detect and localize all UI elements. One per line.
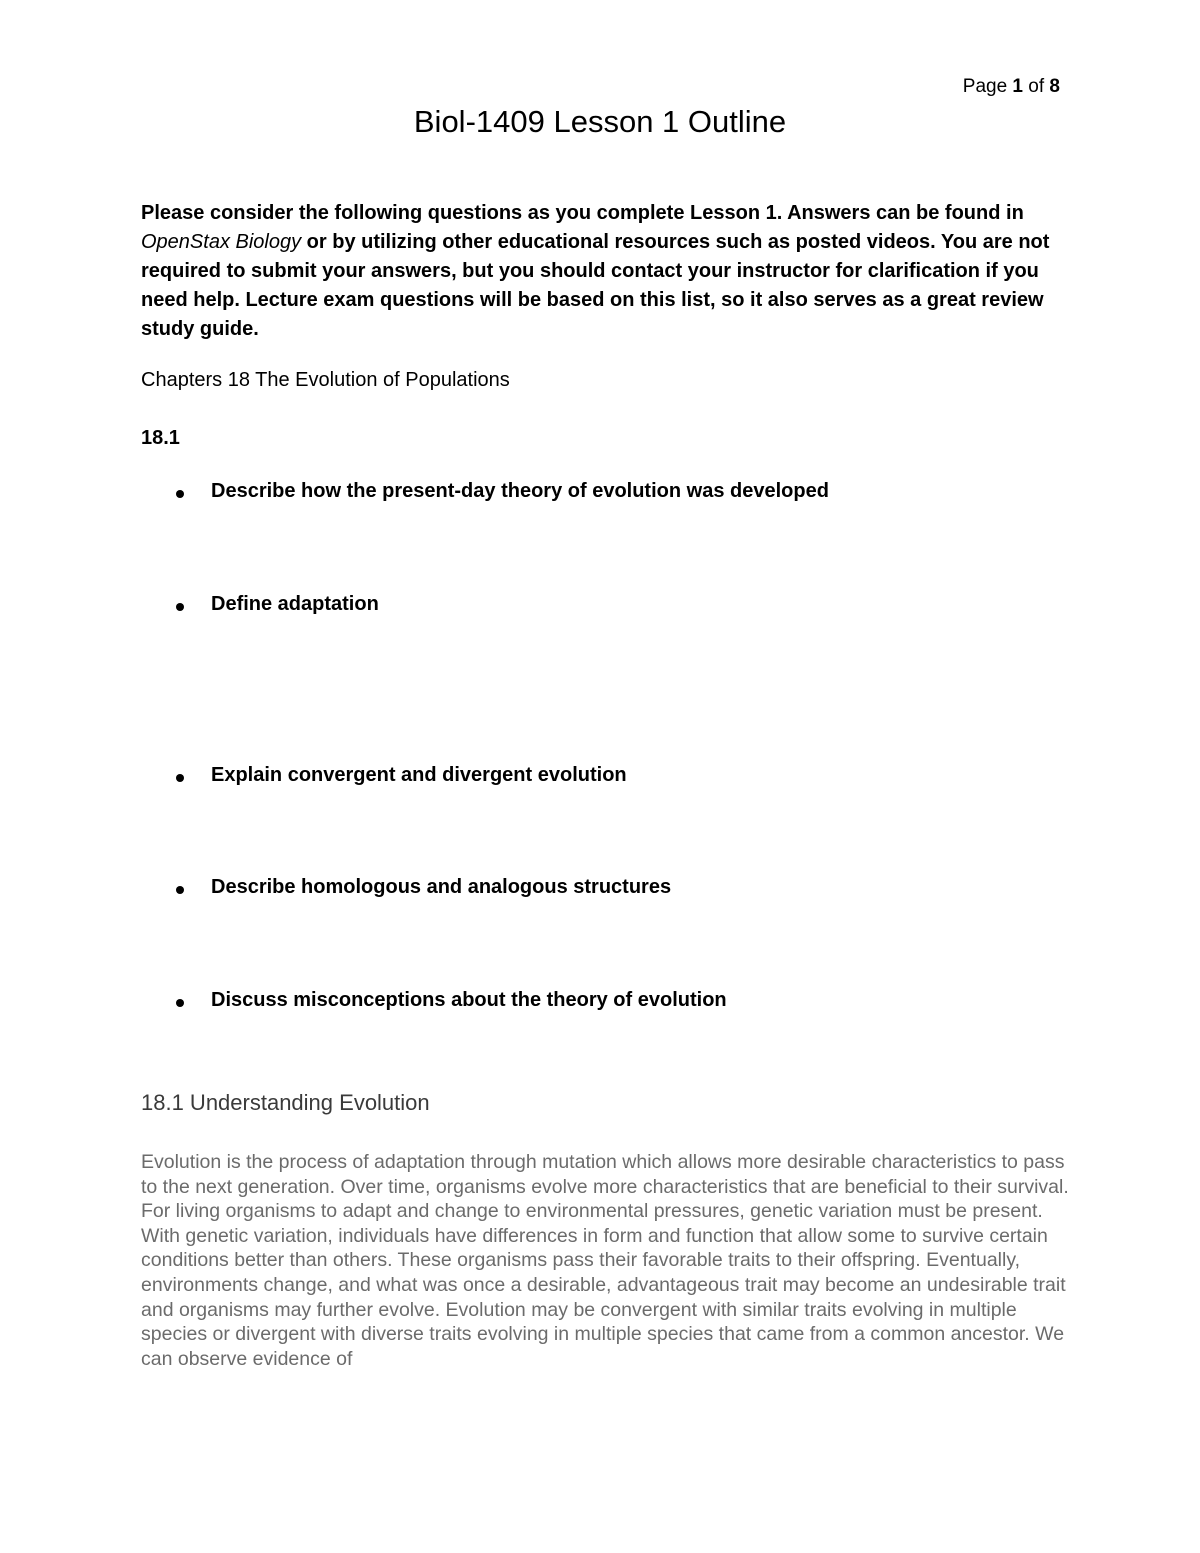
page-number — [963, 76, 1060, 98]
objective-item — [0, 480, 1200, 510]
bullet-icon — [176, 490, 184, 498]
bullet-icon — [176, 774, 184, 782]
body-paragraph: Evolution is the process of adaptation through mutation which allows more desirable characteristics to pass to the next generation. Over time, organisms evolve more characteristics that are beneficial to their survival. For living organisms to adapt and change to environmental pressures, genetic variation must be present. With genetic variation, individuals have differences in form and function that allow some to survive certain conditions better than others. These organisms pass their favorable traits to their offspring. Eventually, environments change, and what was once a desirable, advantageous trait may become an undesirable trait and organisms may further evolve. Evolution may be convergent with similar traits evolving in multiple species or divergent with diverse traits evolving in multiple species that came from a common ancestor. We can observe evidence of — [141, 1151, 1069, 1370]
chapter-heading: Chapters 18 The Evolution of Populations — [141, 369, 510, 391]
objective-text: Describe homologous and analogous structures — [211, 876, 672, 898]
page-of-label: of — [1028, 76, 1045, 97]
section-number: 18.1 — [141, 427, 180, 449]
bullet-icon — [176, 999, 184, 1007]
intro-text-part2: or by utilizing other educational resources such as posted videos. You are not required to submit your answers, but you should contact your instructor for clarification if you need help. Lecture exam questions will be based on this list, so it also serves as a great review study guide. — [141, 231, 1050, 340]
objective-item — [0, 764, 1200, 794]
objective-item — [0, 876, 1200, 906]
intro-paragraph — [141, 199, 1061, 344]
page-total: 8 — [1049, 76, 1060, 97]
objective-item — [0, 989, 1200, 1019]
objective-text: Describe how the present-day theory of evolution was developed — [211, 480, 829, 502]
bullet-icon — [176, 886, 184, 894]
objective-item — [0, 593, 1200, 623]
book-title: OpenStax Biology — [141, 231, 302, 253]
document-title: Biol-1409 Lesson 1 Outline — [413, 104, 787, 139]
bullet-icon — [176, 603, 184, 611]
page-label: Page — [962, 76, 1008, 97]
objective-text: Discuss misconceptions about the theory of evolution — [211, 989, 727, 1011]
intro-text-part1: Please consider the following questions as you complete Lesson 1. Answers can be found in — [141, 202, 1024, 224]
section-title: 18.1 Understanding Evolution — [141, 1090, 430, 1115]
objective-text: Explain convergent and divergent evolution — [211, 764, 627, 786]
page-current: 1 — [1012, 76, 1023, 97]
objective-text: Define adaptation — [211, 593, 379, 615]
